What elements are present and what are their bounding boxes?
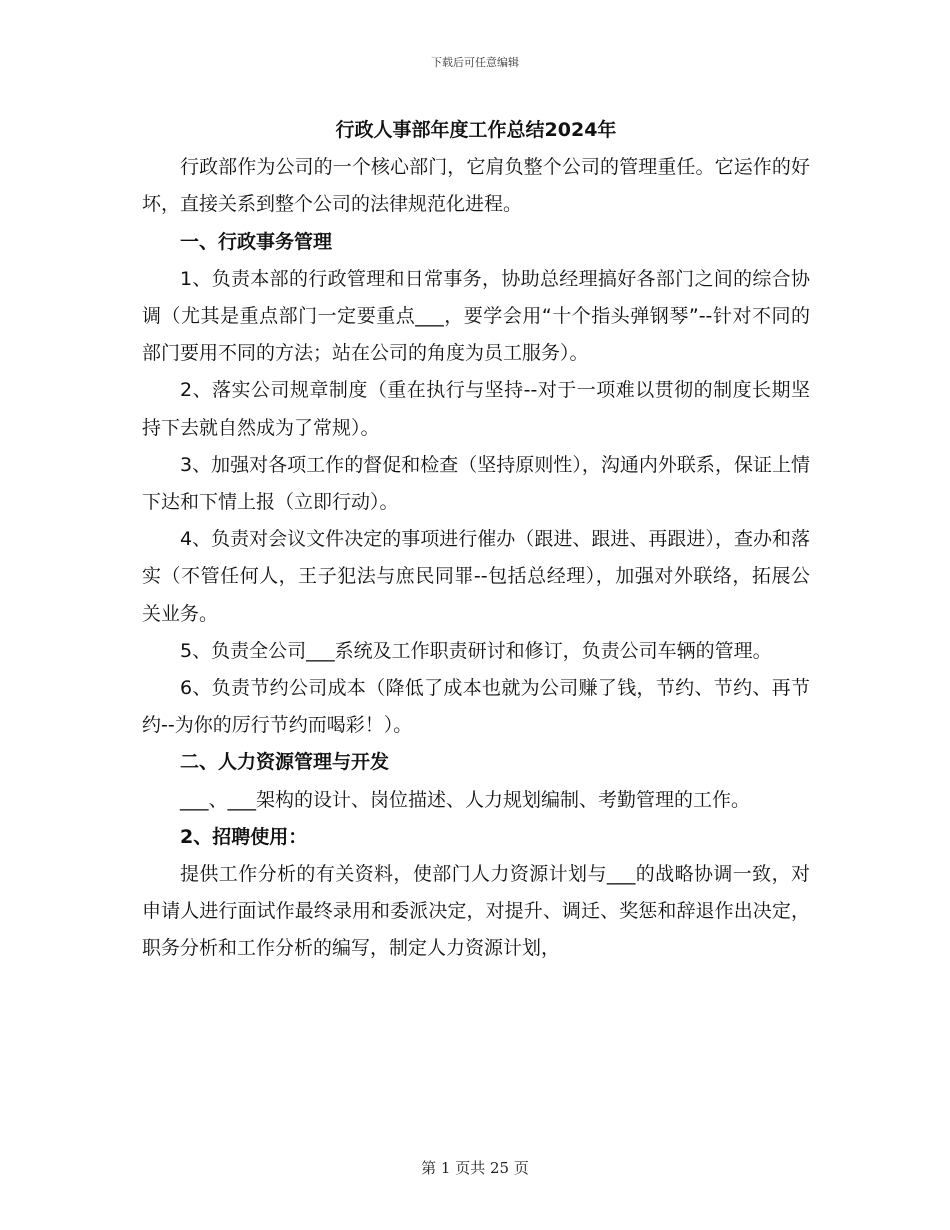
list-item: 5、负责全公司___系统及工作职责研讨和修订，负责公司车辆的管理。 xyxy=(180,639,772,662)
hr-paragraph-structure: ___、___架构的设计、岗位描述、人力规划编制、考勤管理的工作。 xyxy=(180,788,751,811)
header-note: 下载后可任意编辑 xyxy=(431,56,519,69)
recruitment-paragraph: 提供工作分析的有关资料，使部门人力资源计划与___的战略协调一致，对申请人进行面试作最终录用和委派决定，对提升、调迁、奖惩和辞退作出决定，职务分析和工作分析的编写，制定人力资源计划， xyxy=(142,863,810,960)
list-item: 3、加强对各项工作的督促和检查（坚持原则性），沟通内外联系，保证上情下达和下情上报（立即行动）。 xyxy=(142,453,810,513)
section-heading-hr: 二、人力资源管理与开发 xyxy=(180,751,390,774)
page-number: 第 1 页共 25 页 xyxy=(421,1159,529,1177)
document-title: 行政人事部年度工作总结2024年 xyxy=(335,119,617,141)
subheading-recruitment: 2、招聘使用： xyxy=(180,825,308,848)
section-heading-admin: 一、行政事务管理 xyxy=(180,230,333,253)
list-item: 1、负责本部的行政管理和日常事务，协助总经理搞好各部门之间的综合协调（尤其是重点部门一定要重点___，要学会用“十个指头弹钢琴”--针对不同的部门要用不同的方法；站在公司的角度为员工服务）。 xyxy=(142,267,810,365)
list-item: 4、负责对会议文件决定的事项进行催办（跟进、跟进、再跟进），查办和落实（不管任何人，王子犯法与庶民同罪--包括总经理），加强对外联络，拓展公关业务。 xyxy=(142,528,810,625)
intro-paragraph: 行政部作为公司的一个核心部门，它肩负整个公司的管理重任。它运作的好坏，直接关系到整个公司的法律规范化进程。 xyxy=(142,156,810,216)
list-item: 6、负责节约公司成本（降低了成本也就为公司赚了钱，节约、节约、再节约--为你的厉行节约而喝彩！）。 xyxy=(142,677,810,737)
list-item: 2、落实公司规章制度（重在执行与坚持--对于一项难以贯彻的制度长期坚持下去就自然成为了常规）。 xyxy=(142,379,810,439)
document-body xyxy=(142,112,810,968)
